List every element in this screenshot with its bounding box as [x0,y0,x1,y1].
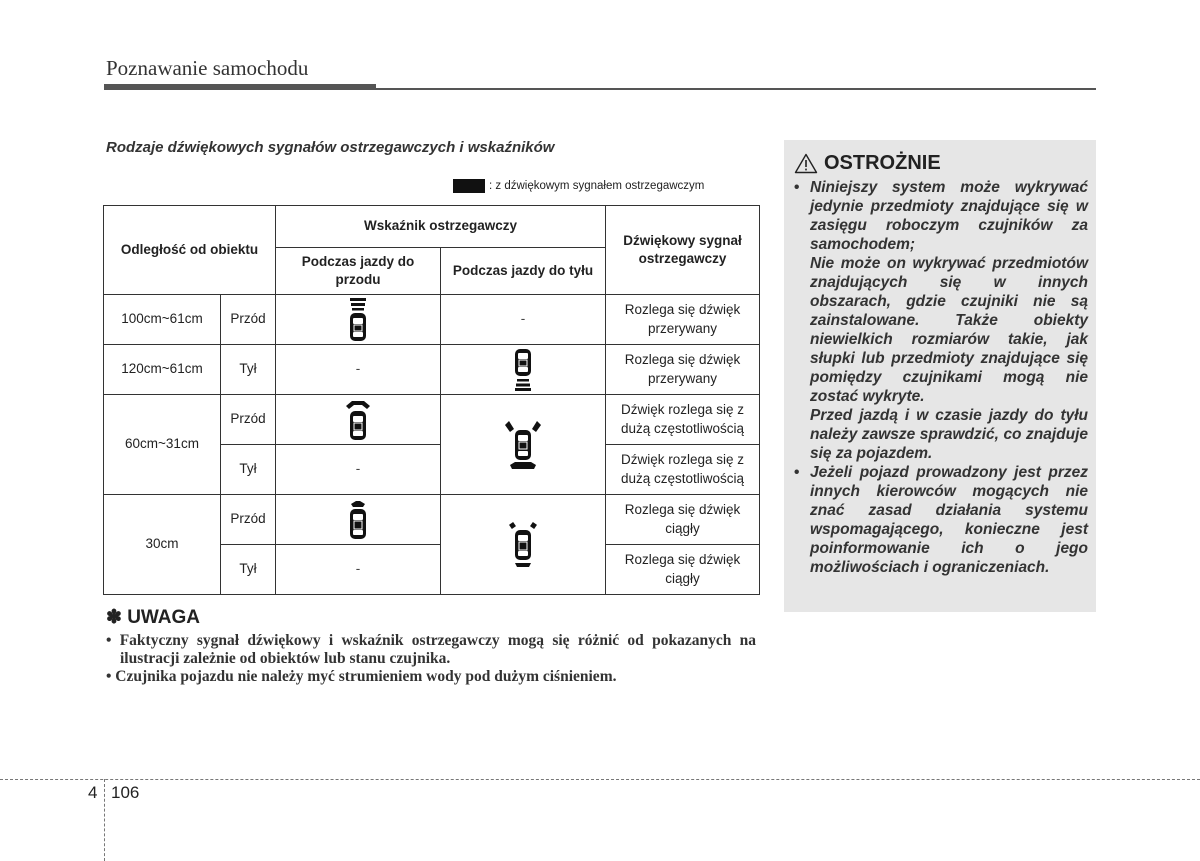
front-indicator-cell: - [276,445,441,495]
front-indicator-cell: - [276,545,441,595]
note-title: ✽ UWAGA [106,607,201,628]
sensor-cell: Przód [221,495,276,545]
rear-indicator-cell [441,345,606,395]
caution-list [792,178,1088,577]
section-title: Rodzaje dźwiękowych sygnałów ostrzegawczych i wskaźników [106,139,555,156]
front-indicator-cell: - [276,345,441,395]
warning-triangle-icon [794,153,818,174]
footer-vertical-rule [104,779,105,861]
caution-paragraph: • Niniejszy system może wykrywać jedynie przedmioty znajdujące się w zasięgu roboczym czujników za samochodem; [810,179,1088,253]
sensor-warning-table [103,205,760,595]
sound-cell: Dźwięk rozlega się z dużą częstotliwością [606,445,760,495]
header-rear-driving: Podczas jazdy do tyłu [441,248,606,295]
car-front-sensor-far-icon [345,297,371,343]
sound-cell: Rozlega się dźwięk przerywany [606,345,760,395]
chapter-number: 4 [88,783,98,802]
header-distance: Odległość od obiektu [104,206,276,295]
sensor-cell: Przód [221,295,276,345]
rear-indicator-cell: - [441,295,606,345]
car-all-sensors-near-icon [505,520,541,570]
table-row [104,395,760,445]
caution-item [792,178,1088,463]
header-front-driving: Podczas jazdy do przodu [276,248,441,295]
header-indicator: Wskaźnik ostrzegawczy [276,206,606,248]
header-rule-thin [376,88,1096,90]
rear-indicator-cell [441,395,606,495]
caution-paragraph: Przed jazdą i w czasie jazdy do tyłu należy zawsze sprawdzić, co znajduje się za pojazdem. [810,407,1088,462]
sensor-cell: Tył [221,345,276,395]
car-front-sensor-near-icon [343,499,373,541]
distance-cell: 30cm [104,495,221,595]
page-header-title: Poznawanie samochodu [106,56,309,80]
legend-text: : z dźwiękowym sygnałem ostrzegawczym [489,180,705,192]
sound-cell: Rozlega się dźwięk ciągły [606,495,760,545]
sensor-cell: Tył [221,545,276,595]
page-number: 106 [111,783,140,802]
front-indicator-cell [276,495,441,545]
car-rear-sensor-far-icon [510,348,536,392]
sensor-cell: Tył [221,445,276,495]
car-front-sensor-mid-icon [341,398,375,442]
footer-rule [0,779,1200,780]
sound-cell: Dźwięk rozlega się z dużą częstotliwością [606,395,760,445]
table-row [104,295,760,345]
caution-title: OSTROŻNIE [824,152,941,174]
caution-item [792,463,1088,577]
caution-paragraph: Nie może on wykrywać przedmiotów znajdujących się w innych obszarach, gdzie czujniki nie są zainstalowane. Także obiekty niewielkich rozmiarów takie, jak słupki lub przedmioty znajdujące się pomiędzy czujnikami mogą nie zostać wykryte. [810,255,1088,405]
sound-cell: Rozlega się dźwięk ciągły [606,545,760,595]
note-list [106,632,756,686]
header-sound: Dźwiękowy sygnał ostrzegawczy [606,206,760,295]
legend [453,178,704,194]
legend-swatch [453,179,485,193]
note-item: • Faktyczny sygnał dźwiękowy i wskaźnik ostrzegawczy mogą się różnić od pokazanych na ilustracji zależnie od obiektów lub stanu czujnika. [106,632,756,667]
sensor-cell: Przód [221,395,276,445]
front-indicator-cell [276,395,441,445]
caution-paragraph: • Jeżeli pojazd prowadzony jest przez innych kierowców mogących nie znać zasad działania systemu wspomagającego, konieczne jest poinformowanie ich o jego możliwościach i ograniczeniach. [810,464,1088,576]
note-item: • Czujnika pojazdu nie należy myć strumieniem wody pod dużym ciśnieniem. [106,668,617,685]
caution-header [794,152,941,175]
distance-cell: 100cm~61cm [104,295,221,345]
header-rule-thick [104,84,376,90]
caution-box [784,140,1096,612]
car-all-sensors-mid-icon [501,417,545,473]
distance-cell: 120cm~61cm [104,345,221,395]
table-row [104,345,760,395]
front-indicator-cell [276,295,441,345]
distance-cell: 60cm~31cm [104,395,221,495]
rear-indicator-cell [441,495,606,595]
sound-cell: Rozlega się dźwięk przerywany [606,295,760,345]
table-row [104,495,760,545]
